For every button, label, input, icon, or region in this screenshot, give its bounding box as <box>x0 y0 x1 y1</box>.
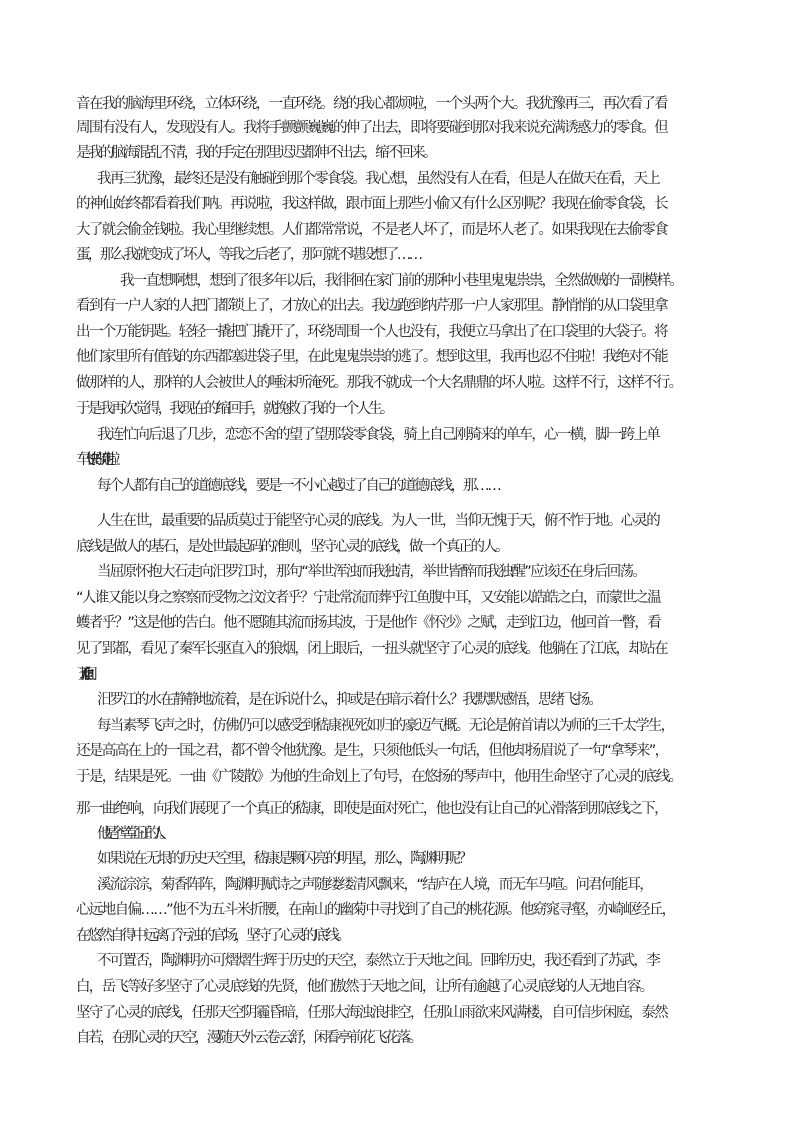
text-line: 做那样的人，那样的人会被世人的唾沫所淹死。那我不就成一个大名鼎鼎的坏人啦。这样不行，这样不行。 <box>76 375 682 391</box>
text-line: 汨罗江的水在静静地流着，是在诉说什么，抑或是在暗示着什么？我默默感悟，思绪飞扬。 <box>97 692 601 708</box>
text-line: 心远地自偏……”他不为五斗米折腰，在南山的幽菊中寻找到了自己的桃花源。他窈窕寻壑，亦崎岖经丘， <box>76 902 675 918</box>
text-line: 如果说在无垠的历史天空里，嵇康是颗闪亮的明星，那么，陶渊明呢？ <box>97 851 471 867</box>
text-line: 自若，在那心灵的天空，漫随天外云卷云舒，闲看亭前花飞花落。 <box>76 1030 421 1046</box>
text-line: 我连忙向后退了几步，恋恋不舍的望了望那袋零食袋，骑上自己刚骑来的单车，心一横，脚一跨上单 <box>97 427 659 443</box>
text-line: 坚守了心灵的底线，任那天空阴霾昏暗，任那大海浊浪排空，任那山雨欲来风满楼，自可信步闲庭，泰然 <box>76 1005 667 1021</box>
text-line: 每个人都有自己的道德底线，要是一不小心越过了自己的道德底线，那…… <box>97 478 500 494</box>
text-line: 大了就会偷金钱啦。我心里继续想。人们都常常说，不是老人坏了，而是坏人老了。如果我现在去偷零食 <box>76 222 667 238</box>
text-line: 白，岳飞等好多坚守了心灵底线的先贤，他们傲然于天地之间，让所有逾越了心灵底线的人无地自容。 <box>76 979 653 995</box>
text-line: 我再三犹豫，最终还是没有触碰到那个零食袋。我心想，虽然没有人在看，但是人在做天在看，天上 <box>97 171 659 187</box>
text-line: 蛋，那么我就变成了坏人，等我之后老了，那可就不堪设想了…… <box>76 247 421 263</box>
text-line: 了天地之间。 <box>76 667 87 683</box>
text-line: 每当素琴飞声之时，仿佛仍可以感受到嵇康视死如归的豪迈气概。无论是俯首请以为师的三千太学生， <box>97 718 674 734</box>
text-line: 是我的脑海混乱不清，我的手定在那里迟迟都伸不出去，缩不回来。 <box>76 145 435 161</box>
text-line: 音在我的脑海里环绕，立体环绕，一直环绕。绕的我心都烦啦，一个头两个大。我犹豫再三，再次看了看 <box>76 96 667 112</box>
text-line: 溪流淙淙，菊香阵阵，陶渊明赋诗之声随缕缕清风飘来，“结庐在人境，而无车马喧。问君何能耳， <box>97 877 653 893</box>
text-line: 见了郢都，看见了秦军长驱直入的狼烟，闭上眼后，一扭头就坚守了心灵的底线。他躺在了江底，却站在 <box>76 641 667 657</box>
text-line: 人生在世，最重要的品质莫过于能坚守心灵的底线。为人一世，当仰无愧于天，俯不怍于地。心灵的 <box>97 513 659 529</box>
text-line: 当屈原怀抱大石走向汨罗江时，那句“举世浑浊而我独清，举世皆醉而我独醒”应该还在身后回荡。 <box>97 564 646 580</box>
text-line: 车飞快的骑走啦。 <box>76 452 116 468</box>
text-line: “人谁又能以身之察察而受物之汶汶者乎？宁赴常流而葬乎江鱼腹中耳，又安能以皓皓之白，而蒙世之温 <box>76 590 661 606</box>
text-line: 那一曲绝响，向我们展现了一个真正的嵇康，即使是面对死亡，他也没有让自己的心滑落到那底线之下， <box>76 801 667 817</box>
text-line: 看到有一户人家的人把门都锁上了，才放心的出去。我边跑到纳芹那一户人家那里。静悄悄的从口袋里拿 <box>76 298 667 314</box>
text-line: 底线是做人的基石，是处世最起码的准则，坚守心灵的底线，做一个真正的人。 <box>76 539 508 555</box>
text-line: 不可置否，陶渊明亦可熠熠生辉于历史的天空，泰然立于天地之间。回眸历史，我还看到了苏武，李 <box>97 953 659 969</box>
text-line: 他是个堂堂正正的人。 <box>97 826 166 842</box>
text-line: 蠖者乎？”这是他的告白。他不愿随其流而扬其波，于是他作《怀沙》之赋，走到江边，他回首一瞥，看 <box>76 615 661 631</box>
text-line: 还是高高在上的一国之君，都不曾令他犹豫。是生，只须他低头一句话，但他却扬眉说了一句“拿琴来”， <box>76 743 668 759</box>
text-line: 在悠然自得中远离了污浊的官场，坚守了心灵的底线。 <box>76 928 348 944</box>
text-line: 的神仙始终都看着我们呐。再说啦，我这样做，跟市面上那些小偷又有什么区别呢？我现在偷零食袋，长 <box>76 196 667 212</box>
text-line: 周围有没有人，发现没有人。我将手颤颤巍巍的伸了出去，即将要碰到那对我来说充满诱惑力的零食。但 <box>76 120 667 136</box>
text-line: 于是，结果是死。一曲《广陵散》为他的生命划上了句号，在悠扬的琴声中，他用生命坚守了心灵的底线。 <box>76 769 682 785</box>
text-line: 他们家里所有值钱的东西都塞进袋子里，在此鬼鬼祟祟的逃了。想到这里，我再也忍不住啦！我绝对不能 <box>76 349 667 365</box>
text-line: 出一个万能钥匙。轻轻一撬把门撬开了，环绕周围一个人也没有，我便立马拿出了在口袋里的大袋子。将 <box>76 324 667 340</box>
text-line: 我一直想啊想，想到了很多年以后，我徘徊在家门前的那种小巷里鬼鬼祟祟，全然做贼的一副模样。 <box>120 273 682 289</box>
text-line: 于是我再次觉得，我现在的缩回手，就挽救了我的一个人生。 <box>76 401 392 417</box>
